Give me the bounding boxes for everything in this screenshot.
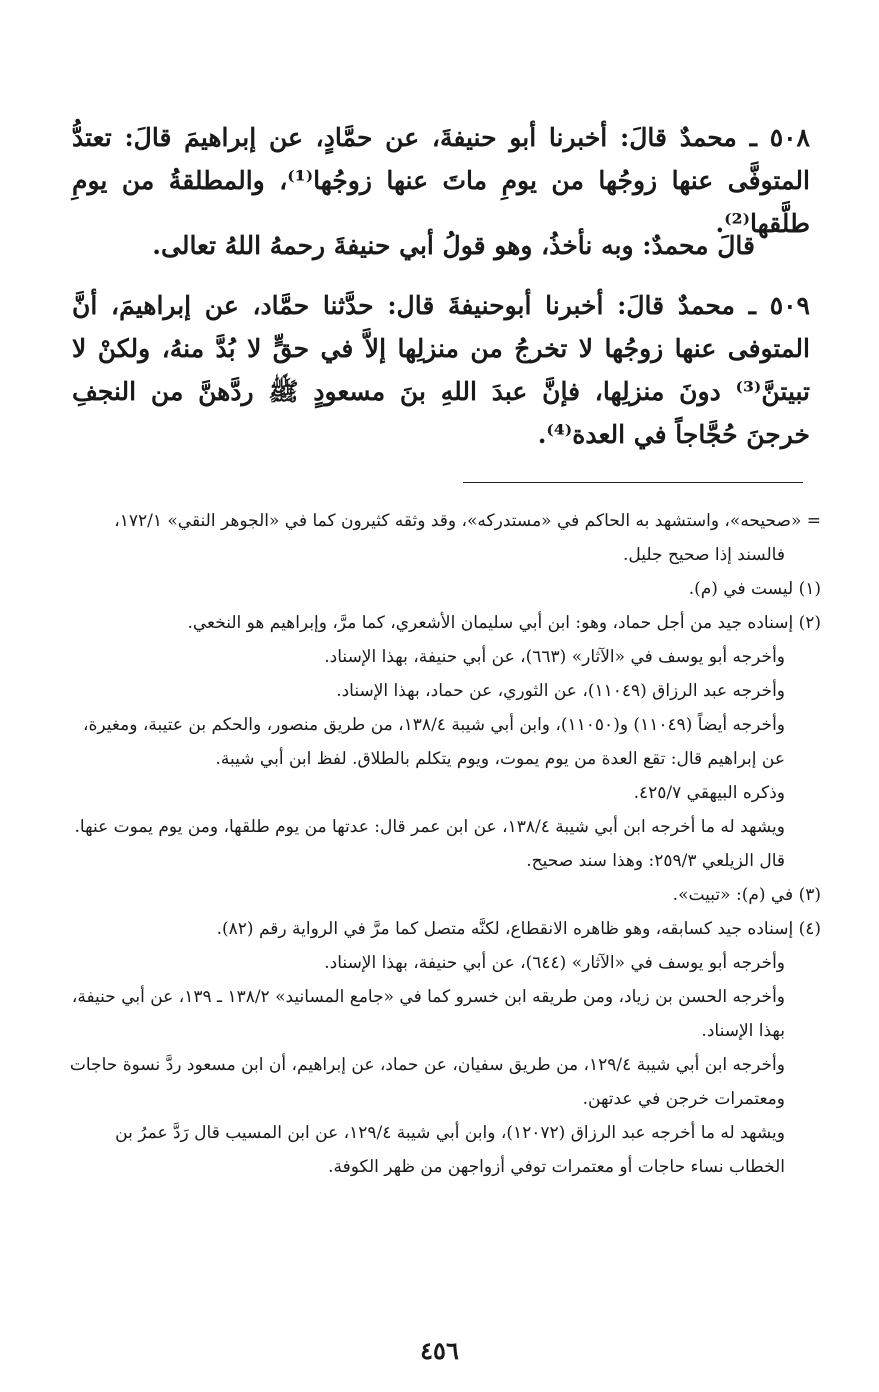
footnote-1: (١) ليست في (م). — [688, 579, 821, 599]
footnote-4: (٤) إسناده جيد كسابقه، وهو ظاهره الانقطاع، لكنَّه متصل كما مرَّ في الرواية رقم (٨٢). — [216, 919, 821, 939]
footnote-2-line: وأخرجه أبو يوسف في «الآثار» (٦٦٣)، عن أبي حنيفة، بهذا الإسناد. — [324, 647, 785, 667]
footnote-4-line: وأخرجه الحسن بن زياد، ومن طريقه ابن خسرو كما في «جامع المسانيد» ١٣٨/٢ ـ ١٣٩، عن أبي حنيفة، بهذا الإسناد. — [71, 987, 785, 1041]
page-number: ٤٥٦ — [420, 1336, 459, 1365]
footnote-separator — [463, 482, 803, 483]
footnote-2: (٢) إسناده جيد من أجل حماد، وهو: ابن أبي سليمان الأشعري، كما مرَّ، وإبراهيم هو النخعي. — [187, 613, 821, 633]
hadith-508-number: ٥٠٨ ـ — [749, 123, 810, 152]
footnote-4-line: وأخرجه أبو يوسف في «الآثار» (٦٤٤)، عن أبي حنيفة، بهذا الإسناد. — [324, 953, 785, 973]
footnote-continuation: = «صحيحه»، واستشهد به الحاكم في «مستدركه»، وقد وثقه كثيرون كما في «الجوهر النقي» ١٧٢/١، فالسند إذا صحيح جليل. — [114, 511, 821, 565]
hadith-509-body: محمدٌ قالَ: أخبرنا أبوحنيفةَ قال: حدَّثنا حمَّاد، عن إبراهيمَ، أنَّ المتوفى عنها زوجُها لا تخرجُ من منزلِها إلاَّ في حقٍّ لا بُدَّ منهُ، ولكنْ لا تبيتنَّ⁽³⁾ دونَ منزلِها، فإنَّ عبدَ اللهِ بنَ مسعودٍ ﷺ ردَّهنَّ من النجفِ خرجنَ حُجَّاجاً في العدة⁽⁴⁾. — [72, 291, 810, 449]
footnote-3: (٣) في (م): «تبيت». — [672, 885, 821, 905]
footnote-2-line: وأخرجه عبد الرزاق (١١٠٤٩)، عن الثوري، عن حماد، بهذا الإسناد. — [336, 681, 785, 701]
footnote-2-line: ويشهد له ما أخرجه ابن أبي شيبة ١٣٨/٤، عن ابن عمر قال: عدتها من يوم طلقها، ومن يوم يموت عنها. قال الزيلعي ٢٥٩/٣: وهذا سند صحيح. — [74, 817, 785, 871]
hadith-509 — [72, 284, 810, 456]
footnote-2-line: وذكره البيهقي ٤٢٥/٧. — [633, 783, 785, 803]
hadith-509-number: ٥٠٩ ـ — [748, 291, 810, 320]
commentary-text: قالَ محمدٌ: وبه نأخذُ، وهو قولُ أبي حنيفةَ رحمهُ اللهُ تعالى. — [152, 231, 755, 260]
footnote-4-line: وأخرجه ابن أبي شيبة ١٢٩/٤، من طريق سفيان، عن حماد، عن إبراهيم، أن ابن مسعود ردَّ نسوة حاجات ومعتمرات خرجن في عدتهن. — [69, 1055, 785, 1109]
hadith-508-body: محمدٌ قالَ: أخبرنا أبو حنيفةَ، عن حمَّادٍ، عن إبراهيمَ قالَ: تعتدُّ المتوفَّى عنها زوجُها من يومِ ماتَ عنها زوجُها⁽¹⁾، والمطلقةُ من يومِ طلَّقها⁽²⁾. — [72, 123, 810, 238]
hadith-508-commentary — [72, 224, 810, 267]
hadith-509-text — [72, 284, 810, 456]
footnotes — [65, 504, 821, 1184]
footnote-4-line: ويشهد له ما أخرجه عبد الرزاق (١٢٠٧٢)، وابن أبي شيبة ١٢٩/٤، عن ابن المسيب قال رَدَّ عمرُ بن الخطاب نساء حاجات أو معتمرات توفي أزواجهن من ظهر الكوفة. — [115, 1123, 785, 1177]
footnote-2-line: وأخرجه أيضاً (١١٠٤٩) و(١١٠٥٠)، وابن أبي شيبة ١٣٨/٤، من طريق منصور، والحكم بن عتيبة، ومغيرة، عن إبراهيم قال: تقع العدة من يوم يموت، ويوم يتكلم بالطلاق. لفظ ابن أبي شيبة. — [83, 715, 785, 769]
